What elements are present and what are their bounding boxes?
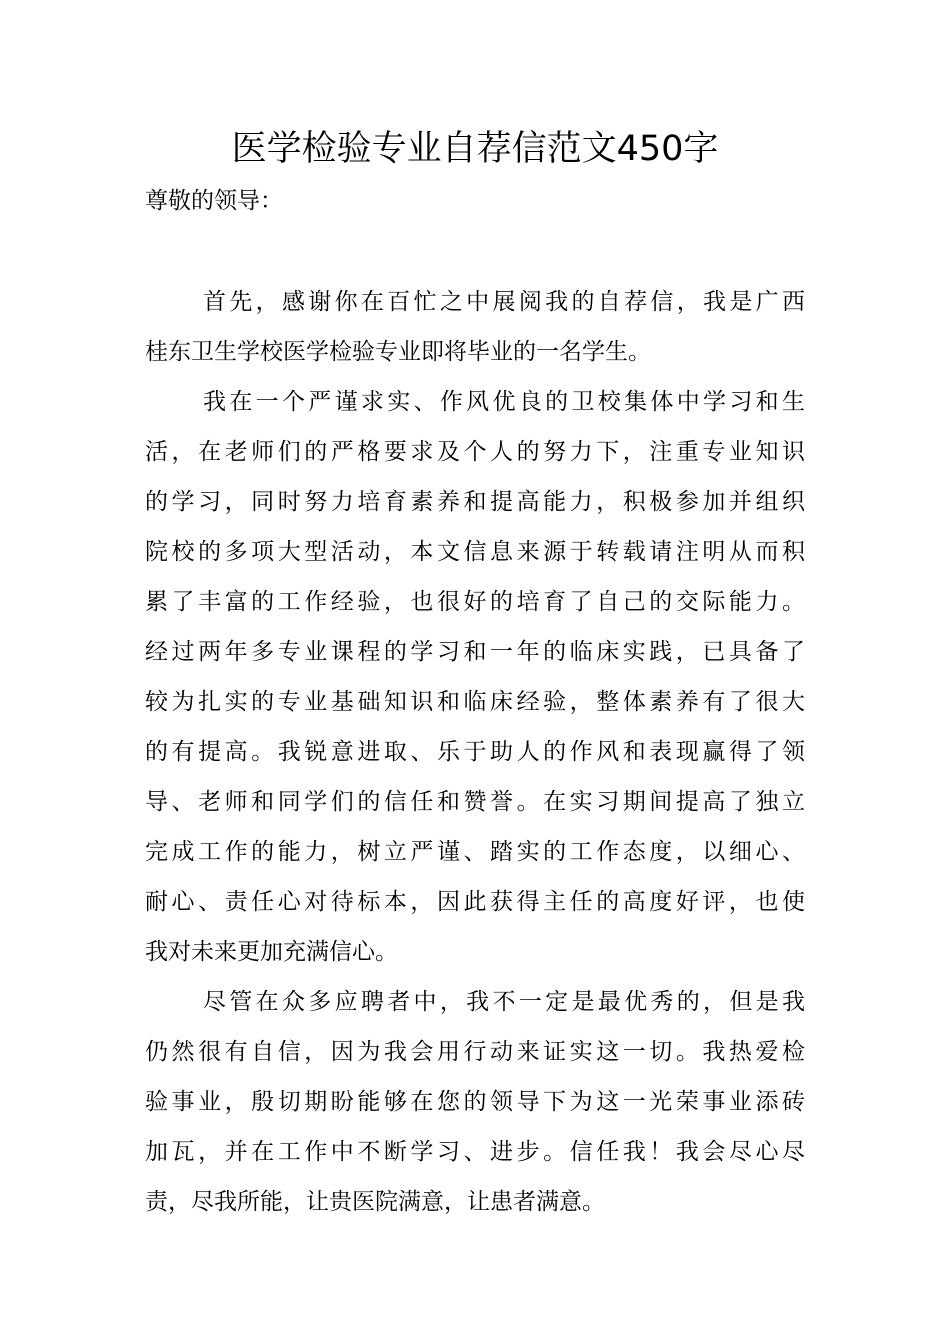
paragraph-2-line-11: 耐心、责任心对待标本，因此获得主任的高度好评，也使 (145, 889, 805, 915)
salutation: 尊敬的领导： (145, 188, 283, 214)
paragraph-2-line-3: 的学习，同时努力培育素养和提高能力，积极参加并组织 (145, 489, 805, 515)
paragraph-2-line-6: 经过两年多专业课程的学习和一年的临床实践，已具备了 (145, 639, 805, 665)
paragraph-3-line-5: 责，尽我所能，让贵医院满意，让患者满意。 (145, 1189, 605, 1215)
paragraph-2-line-4: 院校的多项大型活动，本文信息来源于转载请注明从而积 (145, 539, 805, 565)
paragraph-3-line-1: 尽管在众多应聘者中，我不一定是最优秀的，但是我 (203, 989, 805, 1015)
paragraph-1-line-2: 桂东卫生学校医学检验专业即将毕业的一名学生。 (145, 339, 651, 365)
paragraph-2-line-5: 累了丰富的工作经验，也很好的培育了自己的交际能力。 (145, 589, 805, 615)
paragraph-2-line-9: 导、老师和同学们的信任和赞誉。在实习期间提高了独立 (145, 789, 805, 815)
paragraph-2-line-10: 完成工作的能力，树立严谨、踏实的工作态度，以细心、 (145, 839, 805, 865)
paragraph-3-line-2: 仍然很有自信，因为我会用行动来证实这一切。我热爱检 (145, 1039, 805, 1065)
paragraph-2-line-7: 较为扎实的专业基础知识和临床经验，整体素养有了很大 (145, 689, 805, 715)
paragraph-3-line-3: 验事业，殷切期盼能够在您的领导下为这一光荣事业添砖 (145, 1089, 805, 1115)
paragraph-2-line-8: 的有提高。我锐意进取、乐于助人的作风和表现赢得了领 (145, 739, 805, 765)
paragraph-2-line-1: 我在一个严谨求实、作风优良的卫校集体中学习和生 (203, 389, 805, 415)
paragraph-1-line-1: 首先，感谢你在百忙之中展阅我的自荐信，我是广西 (203, 289, 805, 315)
paragraph-3-line-4: 加瓦，并在工作中不断学习、进步。信任我！我会尽心尽 (145, 1139, 805, 1165)
document-title: 医学检验专业自荐信范文450字 (231, 129, 719, 169)
paragraph-2-line-2: 活，在老师们的严格要求及个人的努力下，注重专业知识 (145, 439, 805, 465)
paragraph-2-line-12: 我对未来更加充满信心。 (145, 939, 398, 965)
